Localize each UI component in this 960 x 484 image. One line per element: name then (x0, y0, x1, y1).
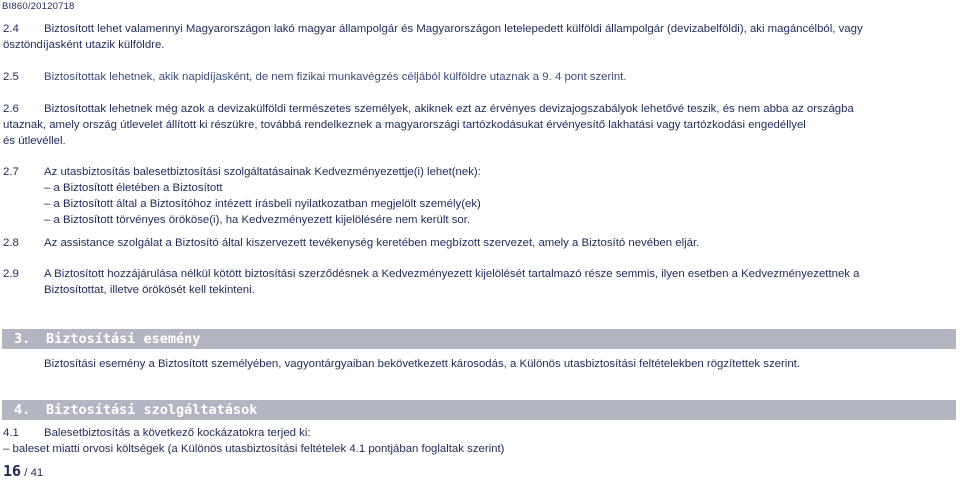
paragraph-line: Az assistance szolgálat a Biztosító által kiszervezett tevékenység keretében megbízott szervezet, amely a Biztosító nevében eljár. (44, 237, 700, 249)
paragraph-line: és útlevéllel. (3, 135, 66, 147)
paragraph-number: 2.4 (3, 23, 19, 35)
paragraph-line: Biztosított lehet valamennyi Magyarországon lakó magyar állampolgár és Magyarországon letelepedett külföldi állampolgár (devizabelföldi), aki magáncélból, vagy (44, 23, 863, 35)
paragraph-number: 2.8 (3, 237, 19, 249)
paragraph-line: Biztosítottat, illetve örökösét kell tekinteni. (44, 284, 255, 296)
section-title: Biztosítási esemény (46, 331, 201, 347)
paragraph-line: Biztosítottak lehetnek, akik napidíjasként, de nem fizikai munkavégzés céljából külföldre utaznak a 9. 4 pont szerint. (44, 71, 627, 83)
paragraph-line: ösztöndíjasként utazik külföldre. (3, 39, 165, 51)
paragraph-line: Az utasbiztosítás balesetbiztosítási szolgáltatásainak Kedvezményezettje(i) lehet(nek): (44, 166, 481, 178)
paragraph-number: 2.6 (3, 103, 19, 115)
paragraph-number: 2.9 (3, 268, 19, 280)
paragraph-line: Balesetbiztosítás a következő kockázatokra terjed ki: (44, 427, 311, 439)
page-current: 16 (3, 462, 22, 480)
section-number: 4. (14, 402, 31, 418)
section-heading-3 (2, 329, 956, 349)
list-item: – a Biztosított által a Biztosítóhoz intézett írásbeli nyilatkozatban megjelölt személy(ek) (44, 198, 481, 210)
section-heading-4 (2, 400, 956, 420)
list-item: – baleset miatti orvosi költségek (a Különös utasbiztosítási feltételek 4.1 pontjában foglaltak szerint) (3, 443, 505, 455)
section-number: 3. (14, 331, 31, 347)
paragraph-line: A Biztosított hozzájárulása nélkül kötött biztosítási szerződésnek a Kedvezményezett kijelölését tartalmazó része semmis, ilyen esetben a Kedvezményezettnek a (44, 268, 860, 280)
paragraph-number: 2.7 (3, 166, 19, 178)
document-code: BI860/20120718 (2, 1, 75, 12)
paragraph-line: Biztosítottak lehetnek még azok a devizakülföldi természetes személyek, akiknek ezt az érvényes devizajogszabályok lehetővé teszik, és nem abba az országba (44, 103, 854, 115)
section-title: Biztosítási szolgáltatások (46, 402, 258, 418)
page-number (3, 462, 43, 480)
paragraph-line: utaznak, amely ország útlevelet állított ki részükre, továbbá rendelkeznek a magyarországi tartózkodásukat érvényesítő lakhatási vagy tartózkodási engedéllyel (3, 119, 806, 131)
list-item: – a Biztosított törvényes örököse(i), ha Kedvezményezett kijelölésére nem került sor. (44, 214, 471, 226)
page-total: 41 (30, 467, 44, 479)
paragraph-line: Biztosítási esemény a Biztosított személyében, vagyontárgyaiban bekövetkezett károsodás, a Különös utasbiztosítási feltételekben rögzítettek szerint. (44, 358, 800, 370)
list-item: – a Biztosított életében a Biztosított (44, 182, 223, 194)
paragraph-number: 2.5 (3, 71, 19, 83)
paragraph-number: 4.1 (3, 427, 19, 439)
page-separator: / (21, 467, 31, 479)
